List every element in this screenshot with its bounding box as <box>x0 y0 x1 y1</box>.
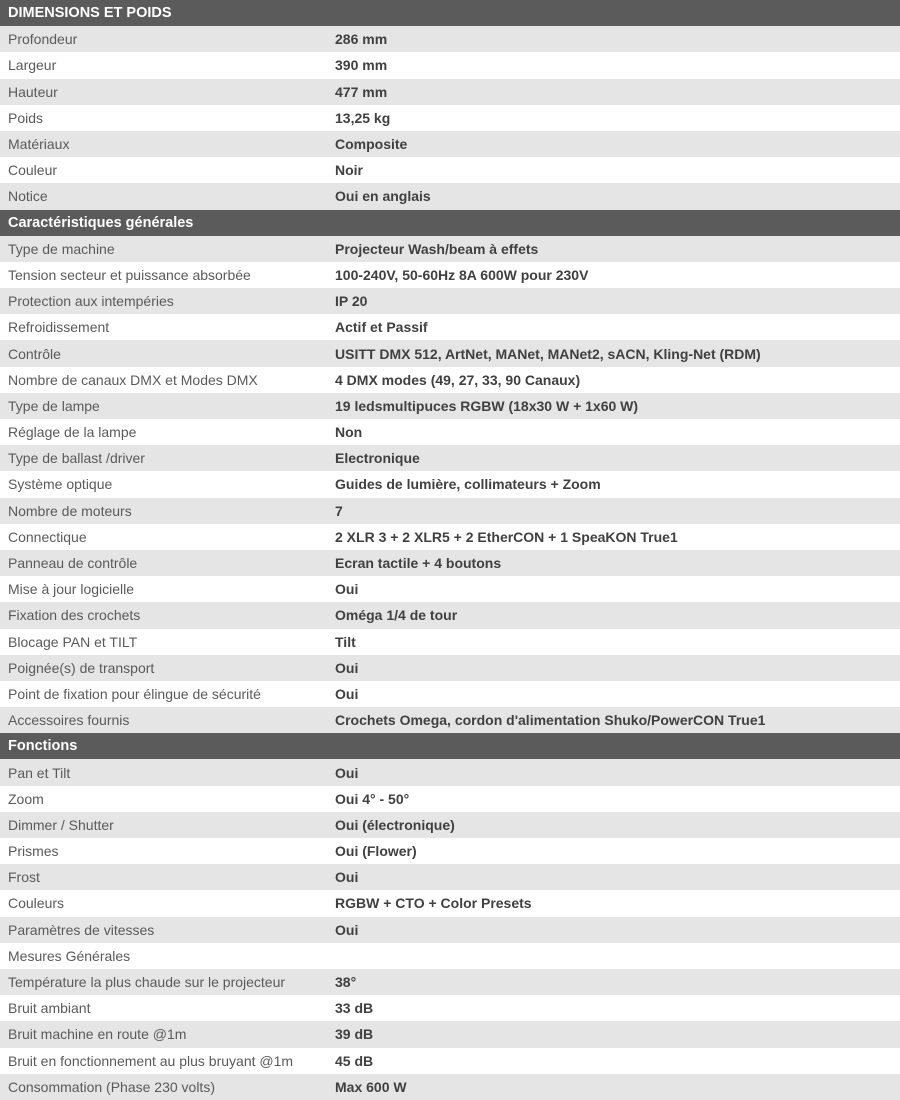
section-title: DIMENSIONS ET POIDS <box>8 5 172 22</box>
spec-label: Dimmer / Shutter <box>8 816 114 833</box>
spec-value: Electronique <box>335 450 420 467</box>
spec-label: Tension secteur et puissance absorbée <box>8 266 251 283</box>
spec-value: 2 XLR 3 + 2 XLR5 + 2 EtherCON + 1 SpeaKON True1 <box>335 528 678 545</box>
spec-row <box>0 786 900 812</box>
spec-label: Frost <box>8 869 40 886</box>
spec-label: Mesures Générales <box>8 947 131 964</box>
spec-row <box>0 602 900 628</box>
spec-row <box>0 812 900 838</box>
spec-value: RGBW + CTO + Color Presets <box>335 895 532 912</box>
spec-row <box>0 157 900 183</box>
spec-label: Mise à jour logicielle <box>8 581 135 598</box>
spec-label: Point de fixation pour élingue de sécurité <box>8 685 261 702</box>
spec-label: Fixation des crochets <box>8 607 141 624</box>
spec-label: Couleur <box>8 162 58 179</box>
spec-value: 19 ledsmultipuces RGBW (18x30 W + 1x60 W) <box>335 397 639 414</box>
spec-row <box>0 52 900 78</box>
spec-value: Max 600 W <box>335 1078 407 1095</box>
spec-value: Oméga 1/4 de tour <box>335 607 458 624</box>
section-title: Fonctions <box>8 738 78 755</box>
spec-label: Poignée(s) de transport <box>8 659 155 676</box>
spec-label: Paramètres de vitesses <box>8 921 155 938</box>
spec-label: Poids <box>8 109 44 126</box>
spec-label: Panneau de contrôle <box>8 555 138 572</box>
spec-label: Refroidissement <box>8 319 110 336</box>
spec-row <box>0 707 900 733</box>
spec-label: Protection aux intempéries <box>8 293 174 310</box>
spec-label: Zoom <box>8 790 44 807</box>
spec-value: 477 mm <box>335 83 388 100</box>
section-header <box>0 733 900 759</box>
spec-label: Réglage de la lampe <box>8 424 137 441</box>
spec-value: Oui <box>335 921 359 938</box>
spec-row <box>0 498 900 524</box>
spec-value: Projecteur Wash/beam à effets <box>335 240 539 257</box>
spec-label: Type de ballast /driver <box>8 450 145 467</box>
spec-label: Couleurs <box>8 895 65 912</box>
spec-row <box>0 655 900 681</box>
spec-row <box>0 995 900 1021</box>
section-title: Caractéristiques générales <box>8 214 194 231</box>
spec-value: Oui <box>335 764 359 781</box>
spec-row <box>0 314 900 340</box>
spec-row <box>0 79 900 105</box>
spec-value: 390 mm <box>335 57 388 74</box>
spec-row <box>0 576 900 602</box>
spec-value: Oui <box>335 659 359 676</box>
spec-row <box>0 890 900 916</box>
spec-label: Nombre de canaux DMX et Modes DMX <box>8 371 258 388</box>
spec-value: Noir <box>335 162 363 179</box>
spec-row <box>0 131 900 157</box>
spec-value: Tilt <box>335 633 356 650</box>
spec-row <box>0 419 900 445</box>
spec-row <box>0 26 900 52</box>
spec-row <box>0 393 900 419</box>
spec-row <box>0 262 900 288</box>
spec-label: Nombre de moteurs <box>8 502 132 519</box>
spec-row <box>0 969 900 995</box>
spec-label: Type de machine <box>8 240 115 257</box>
spec-label: Type de lampe <box>8 397 100 414</box>
spec-value: Ecran tactile + 4 boutons <box>335 555 502 572</box>
spec-value: 100-240V, 50-60Hz 8A 600W pour 230V <box>335 266 589 283</box>
spec-value: Oui <box>335 685 359 702</box>
spec-row <box>0 183 900 209</box>
spec-value: 39 dB <box>335 1026 374 1043</box>
spec-value: Actif et Passif <box>335 319 428 336</box>
spec-label: Profondeur <box>8 31 78 48</box>
spec-label: Connectique <box>8 528 87 545</box>
spec-value: Oui (électronique) <box>335 816 455 833</box>
spec-label: Hauteur <box>8 83 58 100</box>
spec-row <box>0 838 900 864</box>
spec-value: 286 mm <box>335 31 388 48</box>
spec-label: Contrôle <box>8 345 61 362</box>
spec-row <box>0 105 900 131</box>
spec-row <box>0 1074 900 1100</box>
spec-value: 13,25 kg <box>335 109 391 126</box>
spec-label: Bruit ambiant <box>8 1000 91 1017</box>
spec-label: Consommation (Phase 230 volts) <box>8 1078 215 1095</box>
spec-label: Matériaux <box>8 136 70 153</box>
spec-row <box>0 524 900 550</box>
spec-value: USITT DMX 512, ArtNet, MANet, MANet2, sACN, Kling-Net (RDM) <box>335 345 761 362</box>
spec-value: Non <box>335 424 363 441</box>
spec-value: Guides de lumière, collimateurs + Zoom <box>335 476 601 493</box>
spec-value: Composite <box>335 136 408 153</box>
spec-row <box>0 1021 900 1047</box>
spec-label: Température la plus chaude sur le projecteur <box>8 974 286 991</box>
spec-label: Bruit en fonctionnement au plus bruyant @1m <box>8 1052 294 1069</box>
spec-value: Oui 4° - 50° <box>335 790 410 807</box>
spec-row <box>0 629 900 655</box>
spec-row <box>0 445 900 471</box>
spec-row <box>0 1048 900 1074</box>
spec-value: 33 dB <box>335 1000 374 1017</box>
section-header <box>0 210 900 236</box>
spec-row <box>0 288 900 314</box>
spec-label: Accessoires fournis <box>8 712 130 729</box>
spec-label: Bruit machine en route @1m <box>8 1026 187 1043</box>
section-header <box>0 0 900 26</box>
spec-row <box>0 759 900 785</box>
spec-label: Blocage PAN et TILT <box>8 633 138 650</box>
spec-row <box>0 681 900 707</box>
spec-row <box>0 471 900 497</box>
spec-value: Crochets Omega, cordon d'alimentation Shuko/PowerCON True1 <box>335 712 766 729</box>
spec-label: Pan et Tilt <box>8 764 71 781</box>
spec-value: 45 dB <box>335 1052 374 1069</box>
spec-value: 7 <box>335 502 343 519</box>
spec-row <box>0 340 900 366</box>
spec-label: Prismes <box>8 843 59 860</box>
spec-row <box>0 236 900 262</box>
spec-value: Oui en anglais <box>335 188 431 205</box>
spec-label: Notice <box>8 188 48 205</box>
spec-label: Système optique <box>8 476 113 493</box>
spec-value: Oui (Flower) <box>335 843 417 860</box>
spec-row <box>0 917 900 943</box>
spec-row <box>0 367 900 393</box>
spec-value: Oui <box>335 869 359 886</box>
spec-value: 38° <box>335 974 357 991</box>
spec-label: Largeur <box>8 57 57 74</box>
spec-row <box>0 943 900 969</box>
spec-row <box>0 550 900 576</box>
spec-value: 4 DMX modes (49, 27, 33, 90 Canaux) <box>335 371 581 388</box>
spec-value: Oui <box>335 581 359 598</box>
spec-row <box>0 864 900 890</box>
spec-value: IP 20 <box>335 293 368 310</box>
